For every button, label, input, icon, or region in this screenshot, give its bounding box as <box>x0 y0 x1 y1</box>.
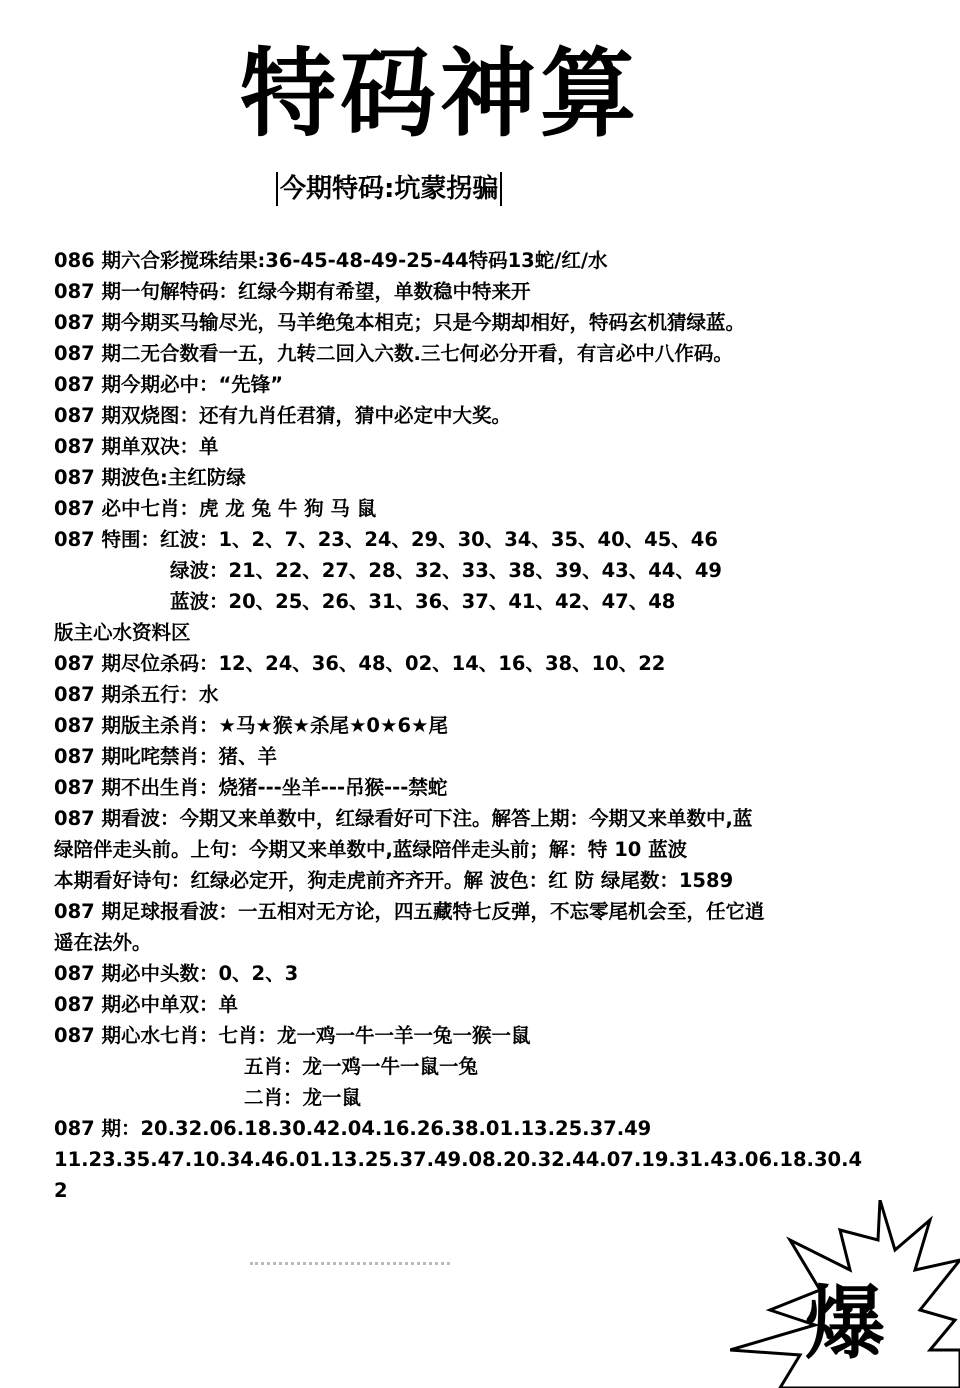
text-line-indented: 二肖：龙一鼠 <box>244 1086 362 1109</box>
text-line-indented: 绿波：21、22、27、28、32、33、38、39、43、44、49 <box>170 559 722 582</box>
text-line: 087 期心水七肖：七肖：龙一鸡一牛一羊一兔一猴一鼠 <box>54 1024 531 1047</box>
text-line: 087 期看波：今期又来单数中，红绿看好可下注。解答上期：今期又来单数中,蓝 <box>54 807 753 830</box>
text-line: 087 期必中头数：0、2、3 <box>54 962 299 985</box>
text-line: 087 期单双决：单 <box>54 435 219 458</box>
page-subtitle: 今期特码:坑蒙拐骗 <box>276 172 502 206</box>
text-line: 087 期杀五行：水 <box>54 683 219 706</box>
text-line: 遥在法外。 <box>54 931 152 954</box>
text-line-indented: 蓝波：20、25、26、31、36、37、41、42、47、48 <box>170 590 676 613</box>
text-line: 087 期波色:主红防绿 <box>54 466 246 489</box>
text-line: 087 期今期买马输尽光，马羊绝兔本相克；只是今期却相好，特码玄机猜绿蓝。 <box>54 311 745 334</box>
text-line: 087 期尽位杀码：12、24、36、48、02、14、16、38、10、22 <box>54 652 666 675</box>
text-line: 087 期：20.32.06.18.30.42.04.16.26.38.01.13.25.37.49 <box>54 1117 652 1140</box>
text-line: 087 期必中单双：单 <box>54 993 238 1016</box>
text-line: 086 期六合彩搅珠结果:36-45-48-49-25-44特码13蛇/红/水 <box>54 249 608 272</box>
faint-scan-mark <box>250 1262 450 1271</box>
text-line: 087 期叱咤禁肖：猪、羊 <box>54 745 277 768</box>
text-line: 087 期不出生肖：烧猪---坐羊---吊猴---禁蛇 <box>54 776 448 799</box>
page-title: 特码神算 <box>240 38 640 150</box>
text-line: 087 特围：红波：1、2、7、23、24、29、30、34、35、40、45、46 <box>54 528 718 551</box>
text-line-indented: 五肖：龙一鸡一牛一鼠一兔 <box>244 1055 479 1078</box>
text-line: 087 必中七肖：虎 龙 兔 牛 狗 马 鼠 <box>54 497 377 520</box>
burst-label: 爆 <box>805 1277 885 1370</box>
text-line: 087 期二无合数看一五，九转二回入六数.三七何必分开看，有言必中八作码。 <box>54 342 733 365</box>
content-lines <box>54 245 934 1206</box>
text-line: 087 期足球报看波：一五相对无方论，四五藏特七反弹，不忘零尾机会至，任它逍 <box>54 900 765 923</box>
text-line: 版主心水资料区 <box>54 621 191 644</box>
text-line: 087 期版主杀肖：★马★猴★杀尾★0★6★尾 <box>54 714 449 737</box>
text-line: 本期看好诗句：红绿必定开，狗走虎前齐齐开。解 波色：红 防 绿尾数：1589 <box>54 869 734 892</box>
text-line: 11.23.35.47.10.34.46.01.13.25.37.49.08.20.32.44.07.19.31.43.06.18.30.4 <box>54 1148 863 1171</box>
text-line: 087 期双烧图：还有九肖任君猜，猜中必定中大奖。 <box>54 404 511 427</box>
text-line: 绿陪伴走头前。上句：今期又来单数中,蓝绿陪伴走头前；解：特 10 蓝波 <box>54 838 688 861</box>
text-line: 2 <box>54 1179 68 1202</box>
text-line: 087 期今期必中：“先锋” <box>54 373 284 396</box>
text-line: 087 期一句解特码：红绿今期有希望，单数稳中特来开 <box>54 280 531 303</box>
